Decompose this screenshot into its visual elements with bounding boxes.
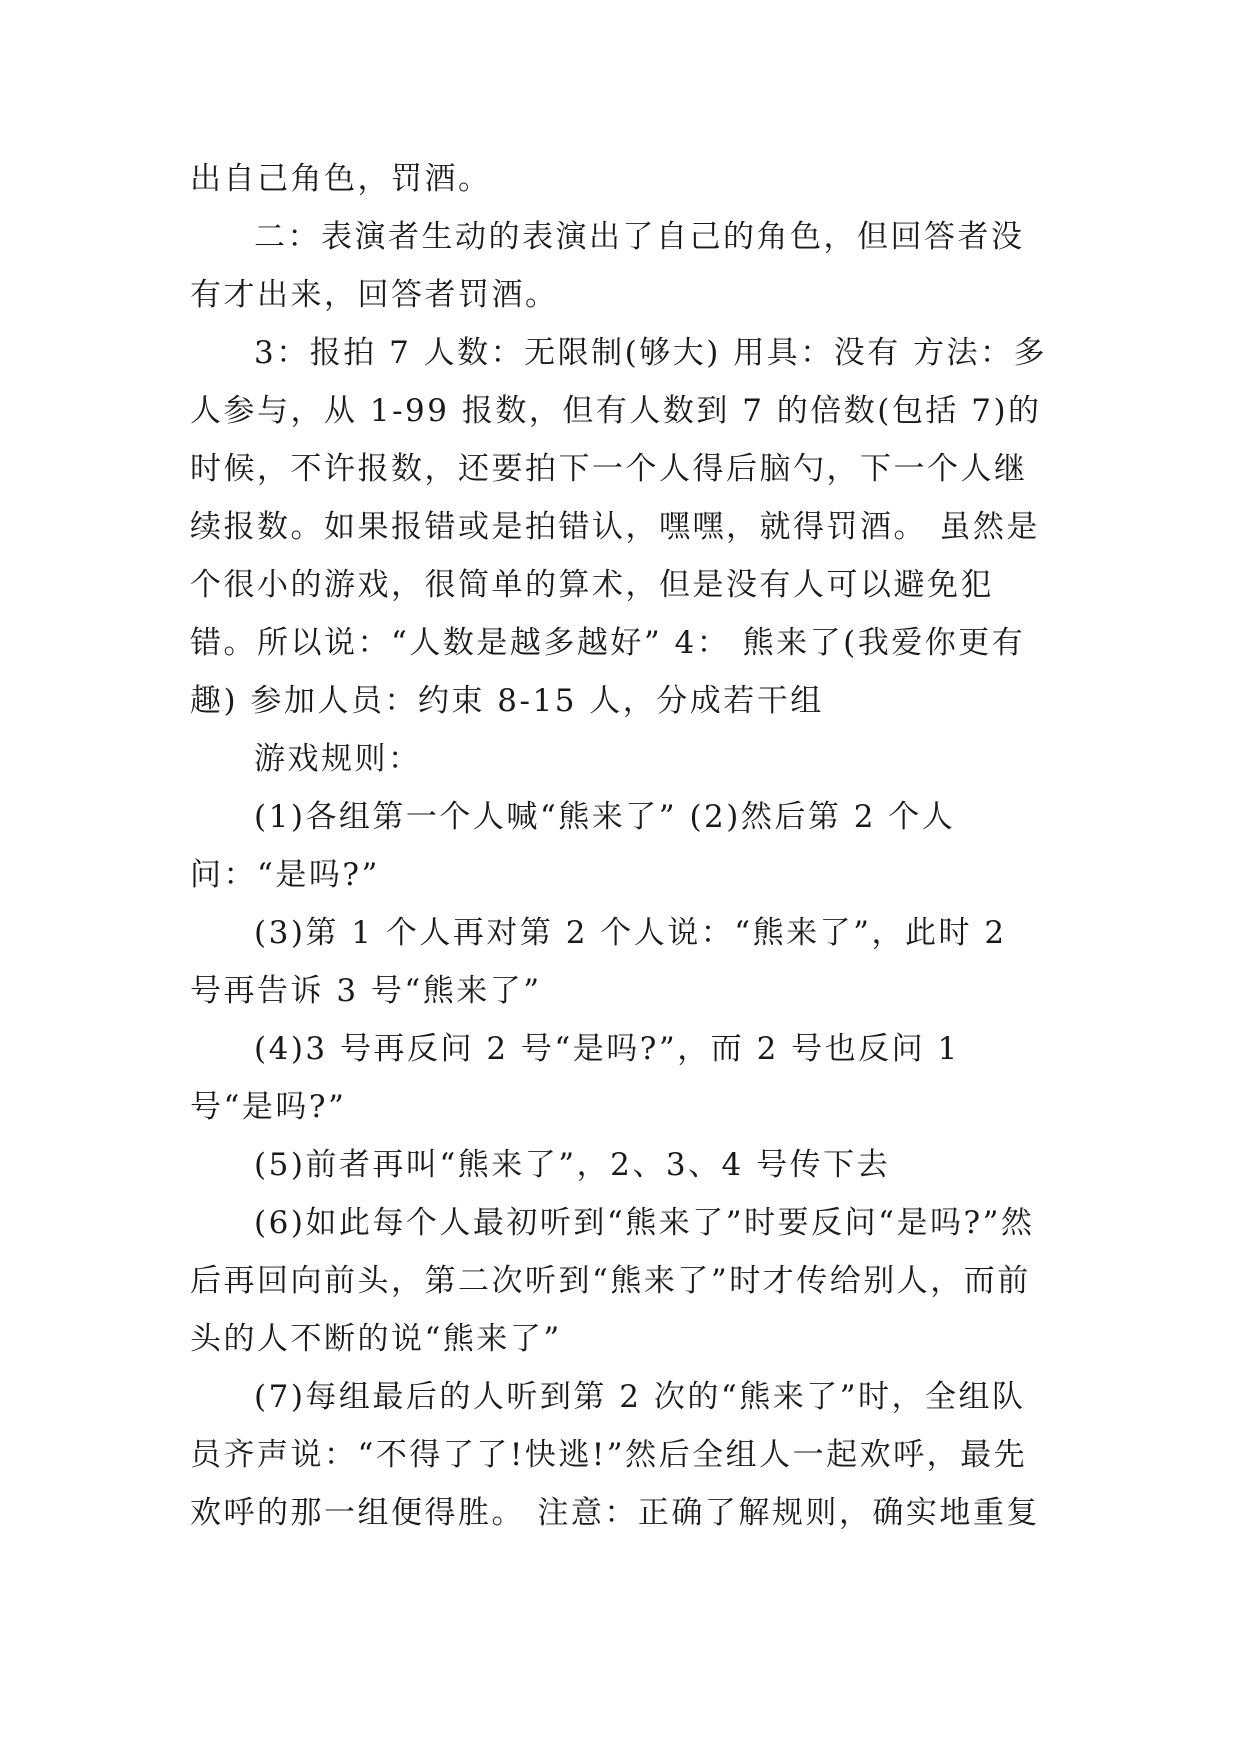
paragraph-1: 出自己角色，罚酒。 (190, 161, 492, 197)
document-body (190, 150, 1050, 1542)
paragraph-9: (6)如此每个人最初听到“熊来了”时要反问“是吗?”然后再回向前头，第二次听到“熊来了”时才传给别人，而前头的人不断的说“熊来了” (190, 1205, 1035, 1357)
paragraph-3: 3：报拍 7 人数：无限制(够大) 用具：没有 方法：多人参与，从 1-99 报数，但有人数到 7 的倍数(包括 7)的时候，不许报数，还要拍下一个人得后脑勺，下一个人继续报数。如果报错或是拍错认，嘿嘿，就得罚酒。 虽然是个很小的游戏，很简单的算术，但是没有人可以避免犯错。所以说：“人数是越多越好” 4： 熊来了(我爱你更有趣) 参加人员：约束 8-15 人，分成若干组 (190, 335, 1048, 719)
paragraph-8: (5)前者再叫“熊来了”，2、3、4 号传下去 (254, 1147, 891, 1183)
paragraph-4: 游戏规则： (254, 741, 422, 777)
paragraph-5: (1)各组第一个人喊“熊来了” (2)然后第 2 个人问：“是吗?” (190, 799, 956, 893)
paragraph-7: (4)3 号再反问 2 号“是吗?”，而 2 号也反问 1 号“是吗?” (190, 1031, 960, 1125)
paragraph-2: 二：表演者生动的表演出了自己的角色，但回答者没有才出来，回答者罚酒。 (190, 219, 1025, 313)
paragraph-10: (7)每组最后的人听到第 2 次的“熊来了”时，全组队员齐声说：“不得了了!快逃!”然后全组人一起欢呼，最先欢呼的那一组便得胜。 注意：正确了解规则，确实地重复 (190, 1379, 1040, 1531)
paragraph-6: (3)第 1 个人再对第 2 个人说：“熊来了”，此时 2 号再告诉 3 号“熊来了” (190, 915, 1007, 1009)
